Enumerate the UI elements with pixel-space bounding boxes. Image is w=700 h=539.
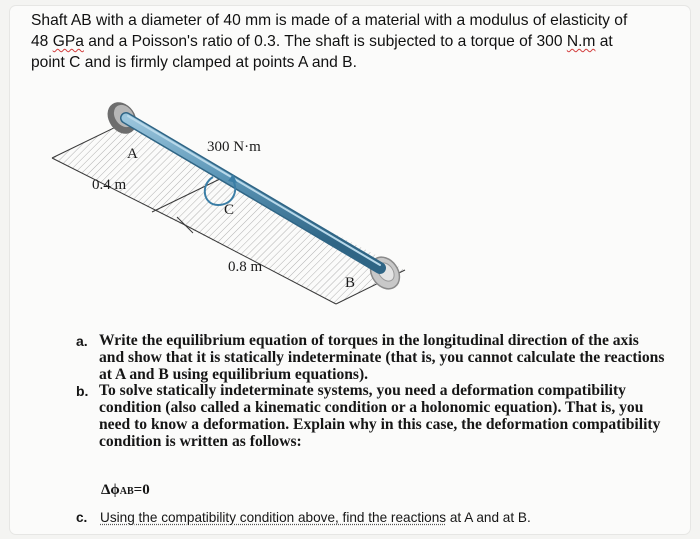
intro-line-2-number: 48 <box>31 33 53 50</box>
intro-unit-gpa: GPa <box>52 33 84 50</box>
question-b <box>76 383 666 450</box>
question-a-text: Write the equilibrium equation of torques in the longitudinal direction of the axis and show that it is statically indeterminate (that is, you cannot calculate the reactions at A and B using equilibrium equations). <box>99 332 665 383</box>
equation-main: Δϕ <box>101 482 120 498</box>
equation-subscript: AB <box>119 486 134 497</box>
intro-line-2-middle: and a Poisson's ratio of 0.3. The shaft is subjected to a torque of 300 <box>83 33 567 50</box>
label-c: C <box>224 202 235 218</box>
equation-rest: =0 <box>133 482 150 498</box>
dimension-cb-label: 0.8 m <box>228 259 263 275</box>
label-a: A <box>127 146 138 162</box>
intro-line-1: Shaft AB with a diameter of 40 mm is made of a material with a modulus of elasticity of <box>31 12 628 29</box>
question-list <box>76 333 666 451</box>
question-a <box>76 333 666 383</box>
label-b: B <box>345 275 356 291</box>
question-b-text: To solve statically indeterminate systems, you need a deformation compatibility condition (also called a kinematic condition or a holonomic equation). That is, you need to know a deformation. Explain why in this case, the deformation compatibility condition is written as follows: <box>99 382 661 450</box>
torque-label: 300 N·m <box>207 139 261 155</box>
question-c-marker: c. <box>76 510 88 525</box>
intro-line-3: point C and is firmly clamped at points A and B. <box>31 54 357 71</box>
intro-line-2-end: at <box>595 33 613 50</box>
question-c-text-underlined: Using the compatibility condition above, find the reactions <box>100 510 447 525</box>
question-b-marker: b. <box>76 383 89 400</box>
question-c <box>76 510 531 525</box>
dimension-ac-label: 0.4 m <box>92 177 127 193</box>
compatibility-equation <box>101 482 150 499</box>
question-a-marker: a. <box>76 333 88 349</box>
intro-unit-nm: N.m <box>566 33 596 50</box>
question-c-text-rest: at A and at B. <box>446 510 531 525</box>
